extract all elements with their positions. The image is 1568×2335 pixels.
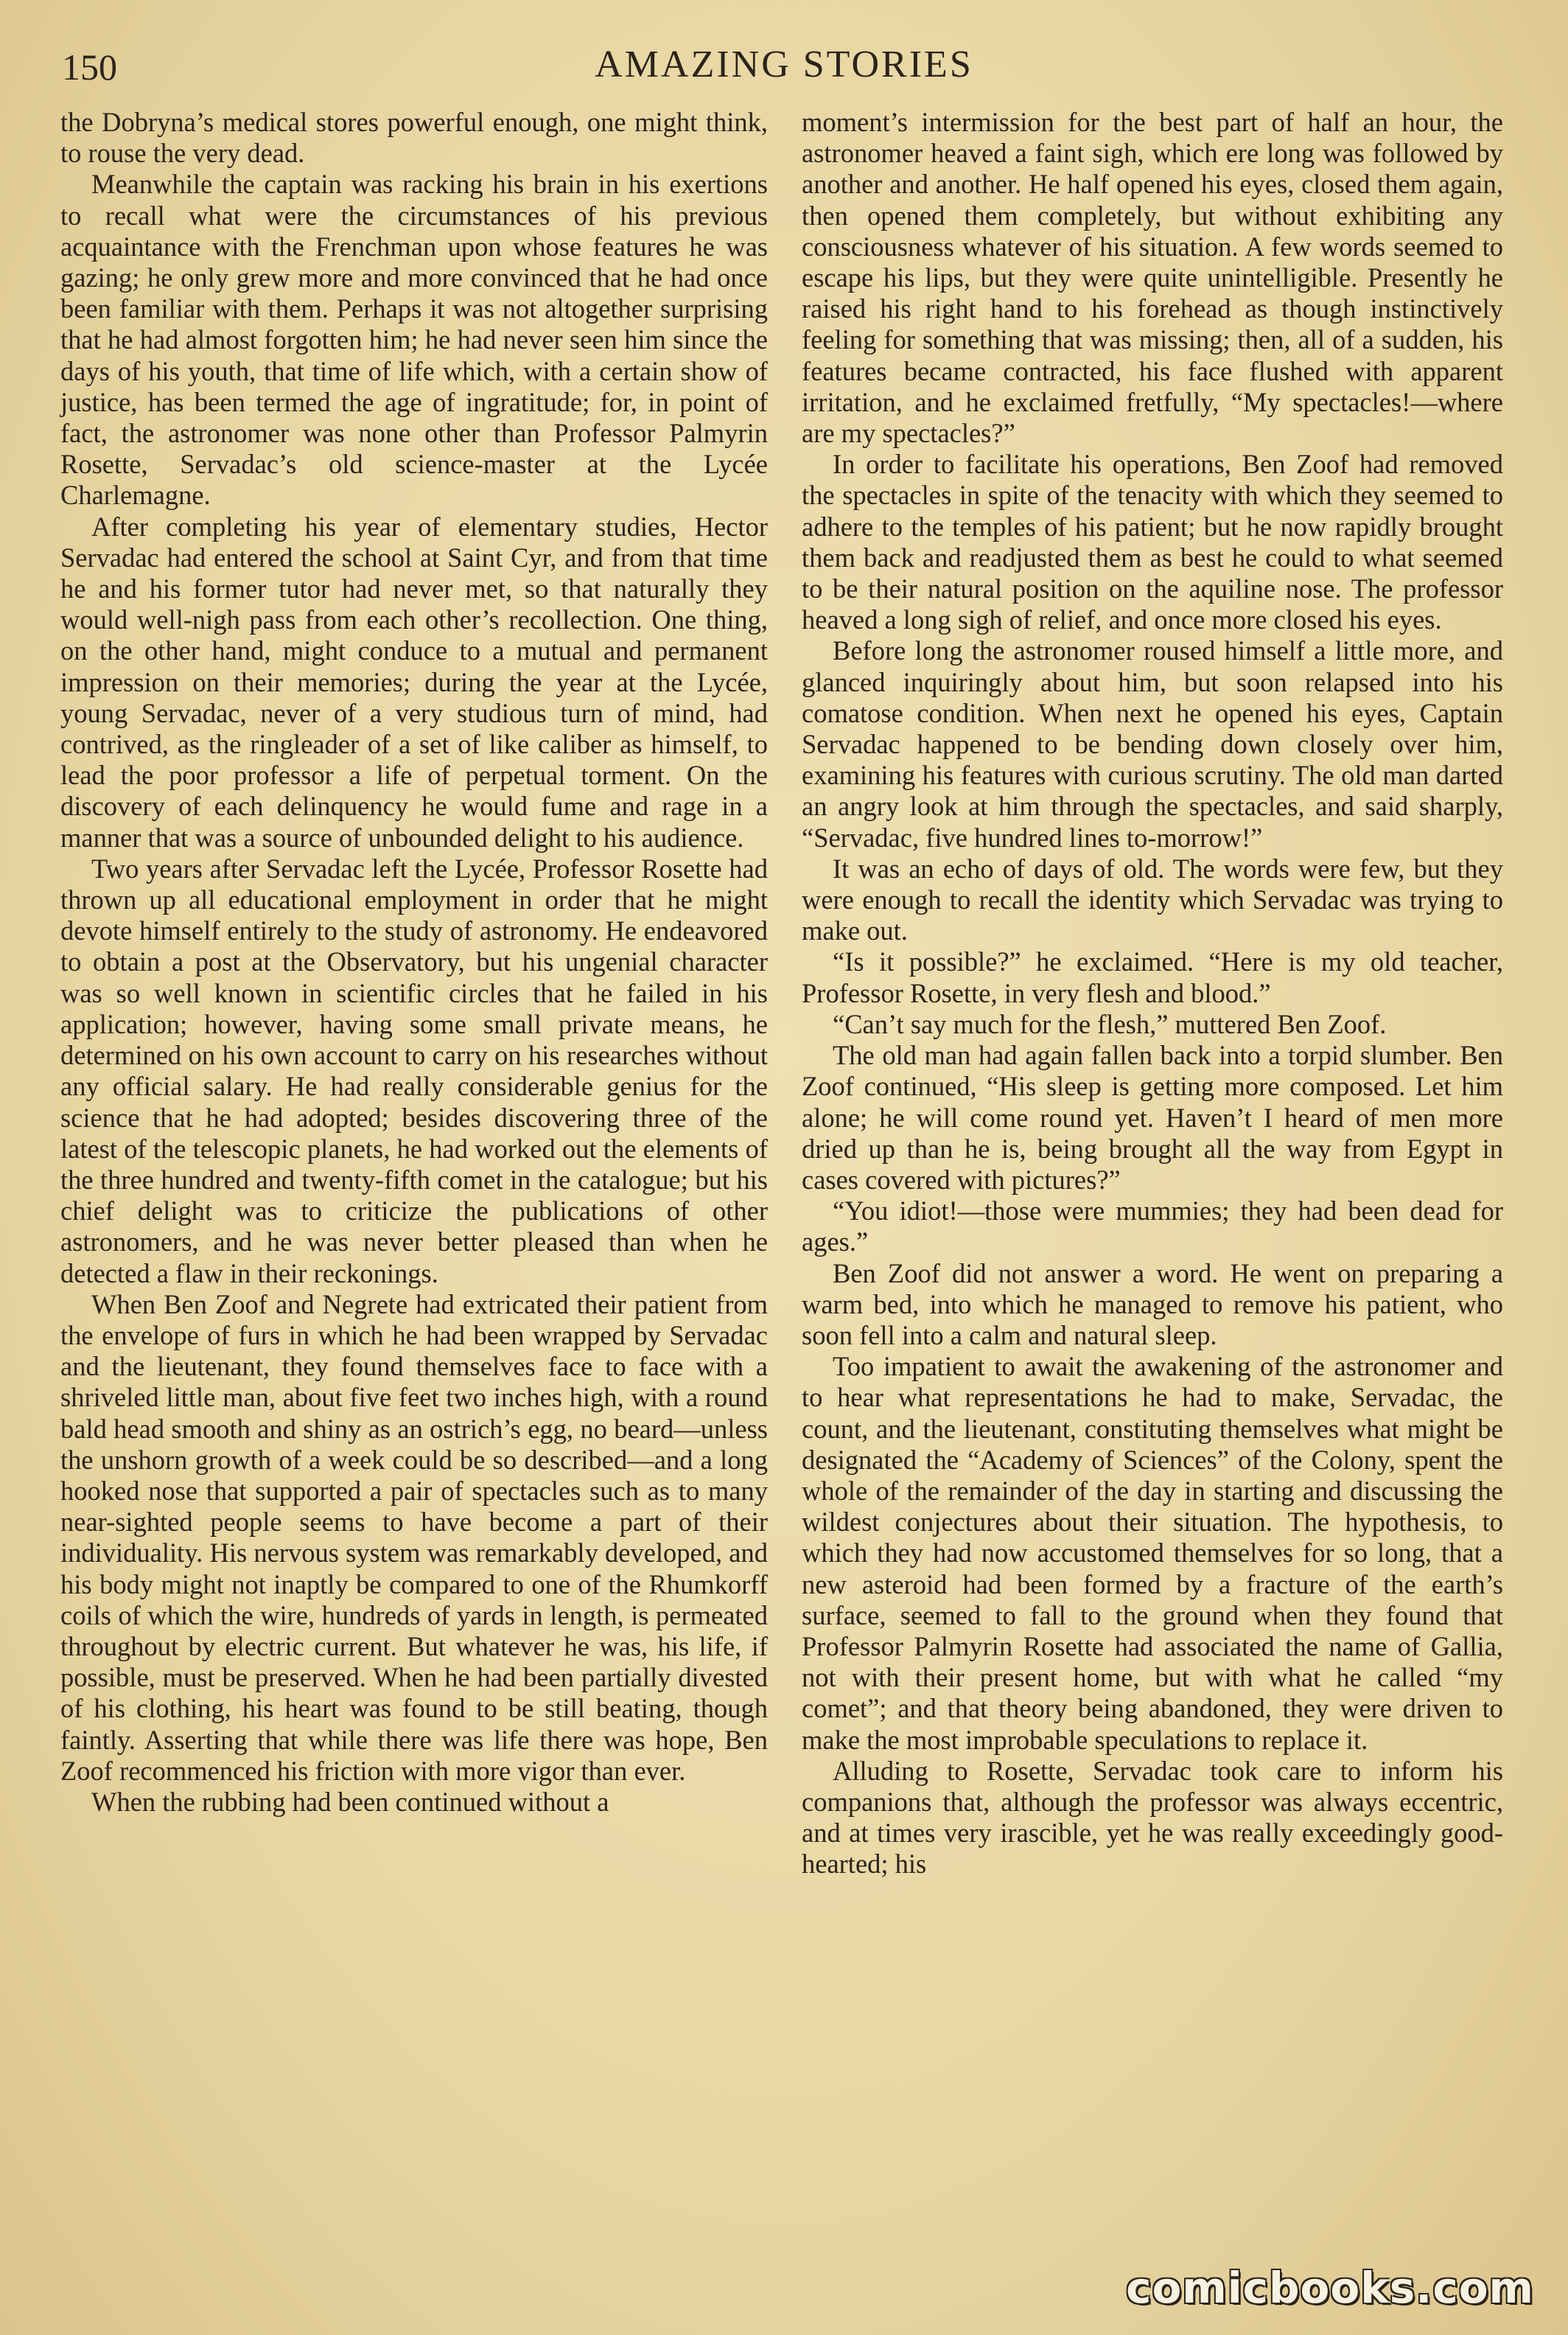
paragraph: “You idiot!—those were mummies; they had been dead for ages.”	[802, 1196, 1503, 1257]
page-number: 150	[62, 46, 117, 88]
paragraph: “Can’t say much for the flesh,” muttered Ben Zoof.	[833, 1008, 1387, 1039]
paragraph: “Is it possible?” he exclaimed. “Here is my old teacher, Professor Rosette, in very flesh and blood.”	[802, 946, 1503, 1008]
running-title: AMAZING STORIES	[595, 43, 973, 85]
paragraph: When the rubbing had been continued without a	[91, 1786, 609, 1817]
paragraph: Alluding to Rosette, Servadac took care to inform his companions that, although the professor was always eccentric, and at times very irascible, yet he was really exceedingly good-hearted; his	[802, 1755, 1503, 1879]
page-header	[59, 43, 1509, 94]
paragraph: Too impatient to await the awakening of the astronomer and to hear what representations he had to make, Servadac, the count, and the lieutenant, constituting themselves what might be designated the “Academy of Sciences” of the Colony, spent the whole of the remainder of the day in starting and discussing the wildest conjectures about their situation. The hypothesis, to which they had now accustomed themselves for so long, that a new asteroid had been formed by a fracture of the earth’s surface, seemed to fall to the ground when they found that Professor Palmyrin Rosette had associated the name of Gallia, not with their present home, but with what he called “my comet”; and that theory being abandoned, they were driven to make the most improbable speculations to replace it.	[802, 1351, 1503, 1755]
paragraph: Two years after Servadac left the Lycée, Professor Rosette had thrown up all educational employment in order that he might devote himself entirely to the study of astronomy. He endeavored to obtain a post at the Observatory, but his ungenial character was so well known in scientific circles that he failed in his application; however, having some small private means, he determined on his own account to carry on his researches without any official salary. He had really considerable genius for the science that he had adopted; besides discovering three of the latest of the telescopic planets, he had worked out the elements of the three hundred and twenty-fifth comet in the catalogue; but his chief delight was to criticize the publications of other astronomers, and he was never better pleased than when he detected a flaw in their reckonings.	[60, 853, 768, 1288]
left-column	[60, 107, 768, 1818]
paragraph: Ben Zoof did not answer a word. He went on preparing a warm bed, into which he managed to remove his patient, who soon fell into a calm and natural sleep.	[802, 1257, 1503, 1350]
paragraph: the Dobryna’s medical stores powerful enough, one might think, to rouse the very dead.	[60, 107, 768, 169]
paragraph: Before long the astronomer roused himself a little more, and glanced inquiringly about him, but soon relapsed into his comatose condition. When next he opened his eyes, Captain Servadac happened to be bending down closely over him, examining his features with curious scrutiny. The old man darted an angry look at him through the spectacles, and said sharply, “Servadac, five hundred lines to-morrow!”	[802, 635, 1503, 853]
watermark: comicbooks.com	[1126, 2263, 1534, 2313]
paragraph: Meanwhile the captain was racking his brain in his exertions to recall what were the circumstances of his previous acquaintance with the Frenchman upon whose features he was gazing; he only grew more and more convinced that he had once been familiar with them. Perhaps it was not altogether surprising that he had almost forgotten him; he had never seen him since the days of his youth, that time of life which, with a certain show of justice, has been termed the age of ingratitude; for, in point of fact, the astronomer was none other than Professor Palmyrin Rosette, Servadac’s old science-master at the Lycée Charlemagne.	[60, 169, 768, 511]
paragraph: After completing his year of elementary studies, Hector Servadac had entered the school at Saint Cyr, and from that time he and his former tutor had never met, so that naturally they would well-nigh pass from each other’s recollection. One thing, on the other hand, might conduce to a mutual and permanent impression on their memories; during the year at the Lycée, young Servadac, never of a very studious turn of mind, had contrived, as the ringleader of a set of like caliber as himself, to lead the poor professor a life of perpetual torment. On the discovery of each delinquency he would fume and rage in a manner that was a source of unbounded delight to his audience.	[60, 511, 768, 853]
paragraph: The old man had again fallen back into a torpid slumber. Ben Zoof continued, “His sleep is getting more composed. Let him alone; he will come round yet. Haven’t I heard of men more dried up than he is, being brought all the way from Egypt in cases covered with pictures?”	[802, 1040, 1503, 1195]
paragraph: It was an echo of days of old. The words were few, but they were enough to recall the identity which Servadac was trying to make out.	[802, 853, 1503, 946]
paragraph: moment’s intermission for the best part of half an hour, the astronomer heaved a faint sigh, which ere long was followed by another and another. He half opened his eyes, closed them again, then opened them completely, but without exhibiting any consciousness whatever of his situation. A few words seemed to escape his lips, but they were quite unintelligible. Presently he raised his right hand to his forehead as though instinctively feeling for something that was missing; then, all of a sudden, his features became contracted, his face flushed with apparent irritation, and he exclaimed fretfully, “My spectacles!—where are my spectacles?”	[802, 107, 1503, 449]
right-column	[802, 107, 1503, 1880]
paragraph: When Ben Zoof and Negrete had extricated their patient from the envelope of furs in which he had been wrapped by Servadac and the lieutenant, they found themselves face to face with a shriveled little man, about five feet two inches high, with a round bald head smooth and shiny as an ostrich’s egg, no beard—unless the unshorn growth of a week could be so described—and a long hooked nose that supported a pair of spectacles such as to many near-sighted people seems to have become a part of their individuality. His nervous system was remarkably developed, and his body might not inaptly be compared to one of the Rhumkorff coils of which the wire, hundreds of yards in length, is permeated throughout by electric current. But whatever he was, his life, if possible, must be preserved. When he had been partially divested of his clothing, his heart was found to be still beating, though faintly. Asserting that while there was life there was hope, Ben Zoof recommenced his friction with more vigor than ever.	[60, 1288, 768, 1786]
paragraph: In order to facilitate his operations, Ben Zoof had removed the spectacles in spite of the tenacity with which they seemed to adhere to the temples of his patient; but he now rapidly brought them back and readjusted them as best he could to what seemed to be their natural position on the aquiline nose. The professor heaved a long sigh of relief, and once more closed his eyes.	[802, 449, 1503, 635]
